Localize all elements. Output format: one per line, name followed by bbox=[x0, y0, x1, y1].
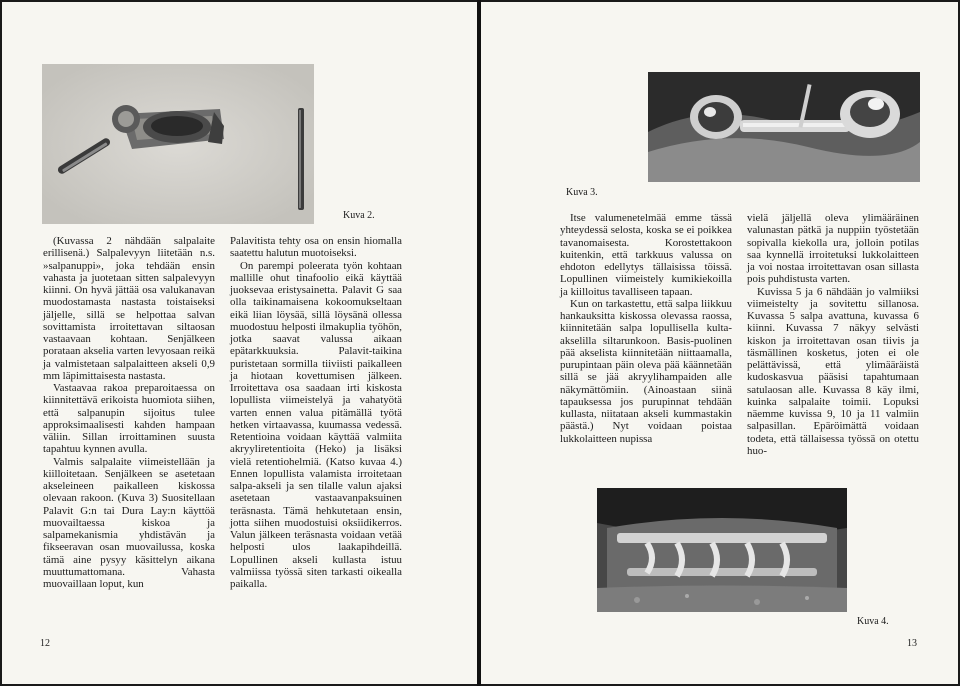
figure-3-photo bbox=[648, 72, 920, 182]
page-number: 12 bbox=[40, 638, 50, 649]
paragraph: Itse valumenetelmää emme tässä yhteydessä selosta, koska se ei poikkea tavanomaisesta. Korostettakoon kuitenkin, että tarkkuus valussa on ehdoton edellytys tällaisissa töissä. Lopullinen viimeistely kumikiekoilla ja kiilloitus tavalliseen tapaan. bbox=[560, 212, 732, 298]
page-number: 13 bbox=[907, 638, 917, 649]
paragraph: (Kuvassa 2 nähdään salpalaite erillisenä.) Salpalevyyn liitetään n.s. »salpanuppi», joka tehdään ensin vahasta ja juotetaan sitten salpalevyyn kiinni. On hyvä jättää osa valukanavan muodostamasta nastasta toistaiseksi jäljelle, sillä se helpottaa salvan sovittamista irroitettavan siltaosan vastaavaan kohtaan. Senjälkeen porataan akselia varten levyosaan reikä ja valmistetaan salpalaitteen akseli 0,9 mm läpimittaisesta nastasta. bbox=[43, 235, 215, 382]
left-column-2 bbox=[230, 235, 402, 590]
figure-2-caption: Kuva 2. bbox=[343, 210, 375, 221]
paragraph: Kun on tarkastettu, että salpa liikkuu hankauksitta kiskossa olevassa raossa, kiinnitetään salpa lopullisella kulta-akselilla siltarunkoon. Basis-puolinen pää akselista kiinnitetään niittaamalla, purupintaan päin oleva pää käännetään sillä se jää akryylihampaiden alle näkymättömiin. (Ainoastaan siinä tapauksessa jos purupinnat tehdään kullasta, niitataan akseli kummastakin päästä.) Nyt voidaan poistaa lukkolaitteen nupissa bbox=[560, 297, 732, 445]
figure-3-caption: Kuva 3. bbox=[566, 187, 598, 198]
right-column-2 bbox=[747, 212, 919, 457]
right-column-1 bbox=[560, 212, 732, 445]
paragraph: vielä jäljellä oleva ylimääräinen valunastan pätkä ja nuppiin työstetään sopivalla kiekolla ura, jolloin potilas saa kynnellä irroitetuksi lukkolaitteen ja voi nostaa irroitettavan osan sillasta pois puhdistusta varten. bbox=[747, 212, 919, 286]
figure-4-photo bbox=[597, 488, 847, 612]
paragraph: On parempi poleerata työn kohtaan mallille ohut tinafoolio eikä käyttää juoksevaa eristysainetta. Palavit G saa olla taikinamaisena kokoomukseltaan eikä liian löysää, sillä löysänä ollessa muodostuu helposti ilmakuplia työhön, jotka saavat valussa aikaan epätarkkuuksia. Palavit-taikina puristetaan sormilla tiiviisti paikalleen ja hiotaan kovettumisen jälkeen. Irroitettava osa saadaan irti kiskosta lopullista viimeistelyä ja vahatyötä varten ennen valua pitämällä työtä hetken virtaavassa, kuumassa vedessä. Retentioina voidaan käyttää valmiita akryyliretentioita (Heko) ja lisäksi vielä retentiohelmiä. (Katso kuvaa 4.) Ennen lopullista valamista irroitetaan salpa-akseli ja sen tilalle valun ajaksi asetetaan vastaavanpaksuinen teräsnasta. Tämä hehkutetaan ensin, jotta siihen muodostuisi oksiidikerros. Valun jälkeen teräsnasta voidaan vetää helposti ulos laakapihdeillä. Lopullinen akseli kullasta istuu valmiissa työssä siten tarkasti oikealla paikalla. bbox=[230, 259, 402, 590]
left-column-1 bbox=[43, 235, 215, 590]
paragraph: Palavitista tehty osa on ensin hiomalla saatettu halutun muotoiseksi. bbox=[230, 235, 402, 260]
figure-2-photo bbox=[42, 64, 314, 224]
left-page bbox=[2, 2, 477, 684]
right-page bbox=[481, 2, 958, 684]
figure-4-caption: Kuva 4. bbox=[857, 616, 889, 627]
paragraph: Kuvissa 5 ja 6 nähdään jo valmiiksi viimeistelty ja sovitettu sillanosa. Kuvassa 5 salpa avattuna, kuvassa 6 kiinni. Kuvassa 7 näkyy selvästi kiskon ja irroitettavan osan tiivis ja täsmällinen kosketus, joten ei ole pelättävissä, että ylimääräistä kudoskasvua pääsisi tapahtumaan satulaosan alle. Kuvassa 8 käy ilmi, kuinka salpalaite toimii. Lopuksi näemme kuvissa 9, 10 ja 11 valmiin salpasillan. Epäröimättä voidaan todeta, että tällaisessa työssä on otettu huo- bbox=[747, 285, 919, 457]
paragraph: Valmis salpalaite viimeistellään ja kiilloitetaan. Senjälkeen se asetetaan akseleineen paikalleen kiskossa olevaan rakoon. (Kuva 3) Suositellaan Palavit G:n tai Dura Lay:n käyttöä muovailtaessa kiskoa ja salpamekanismia yhdistävän ja fikseeravan osan muovailussa, koska tämä aine pysyy käsittelyn aikana muuttumattomana. Vahasta muovaillaan loput, kun bbox=[43, 455, 215, 590]
paragraph: Vastaavaa rakoa preparoitaessa on kiinnitettävä erikoista huomiota siihen, että salpanupin sijoitus tulee approksimaalisesti kahden hampaan väliin. Sillan irroittaminen suusta tapahtuu kynnen avulla. bbox=[43, 382, 215, 456]
